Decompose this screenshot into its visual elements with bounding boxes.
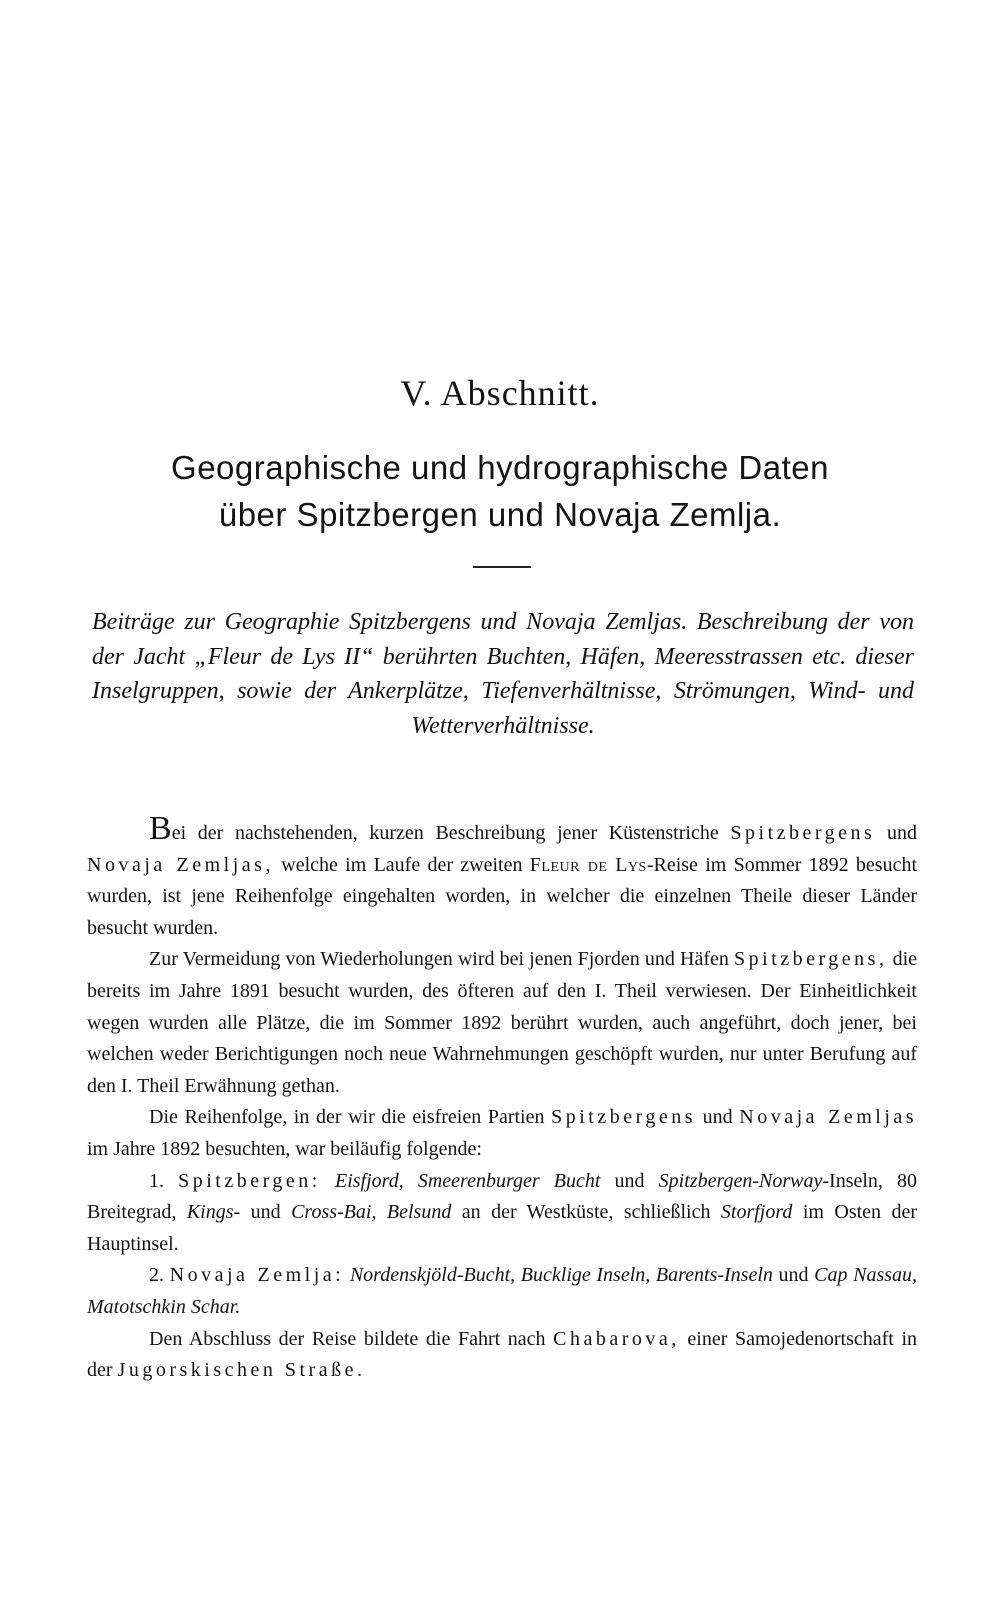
text-run: an der Westküste, schließlich bbox=[461, 1201, 711, 1224]
place-name: Spitzbergens, bbox=[734, 948, 888, 971]
text-run: und bbox=[702, 1106, 733, 1129]
place-name: Novaja Zemljas, bbox=[87, 853, 274, 876]
place-name: Spitzbergens bbox=[551, 1106, 697, 1129]
paragraph-list-novaja bbox=[87, 1260, 917, 1323]
text-run: ei der nachstehenden, kurzen Beschreibung jener Küstenstriche bbox=[171, 822, 719, 844]
place-name: Cap Nassau, bbox=[814, 1264, 918, 1287]
ship-name: Fleur de Lys bbox=[529, 853, 647, 876]
list-number: 1. bbox=[149, 1169, 164, 1192]
paragraph-conclusion bbox=[87, 1324, 917, 1387]
text-run: -Inseln, 80 Breitegrad, bbox=[87, 1169, 918, 1224]
place-name: Chabarova, bbox=[553, 1327, 680, 1350]
text-run: im Osten der Hauptinsel. bbox=[87, 1201, 918, 1255]
text-run: welche im Laufe der zweiten bbox=[281, 853, 523, 876]
place-name: Cross-Bai, bbox=[291, 1201, 377, 1224]
text-run: und bbox=[250, 1201, 281, 1224]
text-run: -Reise im Sommer 1892 besucht wurden, ist jene Reihenfolge eingehalten worden, in welcher die einzelnen Theile dieser Länder besucht wurden. bbox=[87, 853, 918, 939]
place-name: Barents-Inseln bbox=[655, 1264, 773, 1287]
text-run: Den Abschluss der Reise bildete die Fahrt nach bbox=[149, 1327, 546, 1350]
drop-cap: B bbox=[149, 810, 172, 847]
chapter-title-line-2: über Spitzbergen und Novaja Zemlja. bbox=[218, 496, 782, 533]
text-run: im Jahre 1892 besuchten, war beiläufig folgende: bbox=[87, 1137, 482, 1160]
text-run: die bereits im Jahre 1891 besucht wurden, des öfteren auf den I. Theil verwiesen. Der Einheitlichkeit wegen wurden alle Plätze, die im Sommer 1892 berührt wurden, auch angeführt, doch jener, bei welchen weder Berichtigungen noch neue Wahrnehmungen geschöpft wurden, nur unter Berufung auf den I. Theil Erwähnung gethan. bbox=[87, 948, 918, 1097]
place-name: Novaja Zemlja: bbox=[169, 1264, 345, 1287]
text-run: und bbox=[778, 1264, 809, 1287]
place-name: Kings- bbox=[186, 1201, 241, 1224]
place-name: Eisfjord, bbox=[334, 1169, 404, 1192]
place-name: Matotschkin Schar. bbox=[87, 1295, 241, 1318]
place-name: Nordenskjöld-Bucht, bbox=[349, 1264, 516, 1287]
paragraph-intro bbox=[87, 810, 918, 944]
place-name: Novaja Zemljas bbox=[739, 1106, 918, 1129]
place-name: Spitzbergens bbox=[730, 822, 876, 844]
place-name: Spitzbergen-Norway bbox=[658, 1169, 823, 1192]
place-name: Spitzbergen: bbox=[178, 1169, 321, 1192]
paragraph-order bbox=[87, 1102, 917, 1165]
paragraph-list-spitzbergen bbox=[87, 1166, 917, 1261]
chapter-title bbox=[60, 444, 940, 538]
place-name: Belsund bbox=[386, 1201, 452, 1224]
text-run: Zur Vermeidung von Wiederholungen wird bei jenen Fjorden und Häfen bbox=[149, 948, 729, 971]
section-heading: V. Abschnitt. bbox=[400, 373, 600, 413]
place-name: Bucklige Inseln, bbox=[520, 1264, 651, 1287]
text-run: und bbox=[887, 822, 918, 844]
paragraph-repetition bbox=[87, 944, 917, 1102]
place-name: Smeerenburger Bucht bbox=[417, 1169, 601, 1192]
text-run: Die Reihenfolge, in der wir die eisfreien Partien bbox=[149, 1106, 545, 1129]
place-name: Storfjord bbox=[720, 1201, 793, 1224]
text-run: und bbox=[614, 1169, 645, 1192]
text-run: einer Samojedenortschaft in der bbox=[87, 1327, 918, 1382]
chapter-title-line-1: Geographische und hydrographische Daten bbox=[171, 449, 829, 486]
title-divider bbox=[473, 566, 531, 568]
body-text bbox=[87, 810, 918, 1387]
place-name: Jugorskischen Straße. bbox=[117, 1359, 366, 1382]
list-number: 2. bbox=[149, 1264, 164, 1287]
chapter-summary: Beiträge zur Geographie Spitzbergens und Novaja Zemljas. Beschreibung der von der Jacht „Fleur de Lys II“ berührten Buchten, Häfen, Meeresstrassen etc. dieser Inselgruppen, sowie der Ankerplätze, Tiefenverhältnisse, Strömungen, Wind- und Wetterverhältnisse. bbox=[92, 609, 914, 739]
